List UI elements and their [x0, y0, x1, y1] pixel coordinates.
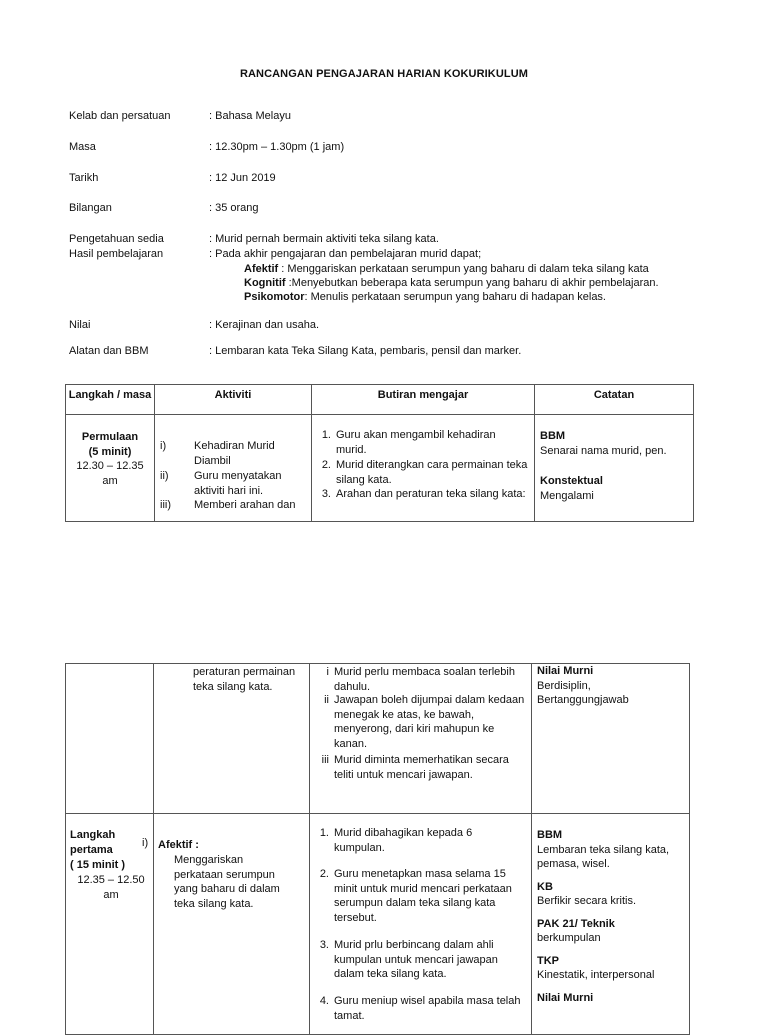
activity-heading: Afektif : — [158, 839, 199, 851]
step-number: ii — [324, 694, 329, 706]
step-number: 1. — [321, 429, 331, 441]
note-text: Senarai nama murid, pen. — [540, 444, 667, 457]
objective-label: Kognitif — [244, 277, 286, 289]
note-heading: Nilai Murni — [537, 665, 594, 677]
info-value: : Murid pernah bermain aktiviti teka silang kata. — [209, 233, 439, 245]
notes-cell — [535, 415, 694, 522]
steps-cell — [312, 415, 535, 522]
step-text: Murid prlu berbincang dalam ahli kumpulan untuk mencari jawapan dalam teka silang kata. — [334, 939, 498, 980]
info-value: : 12 Jun 2019 — [209, 172, 276, 184]
header-catatan: Catatan — [535, 385, 694, 415]
step-text: Murid perlu membaca soalan terlebih dahulu. — [334, 666, 515, 693]
header-langkah: Langkah / masa — [66, 385, 155, 415]
activity-cell — [154, 814, 310, 1035]
steps-cell — [310, 664, 532, 814]
info-value: : 35 orang — [209, 202, 259, 214]
stage-cell — [66, 415, 155, 522]
note-heading: Konstektual — [540, 475, 603, 487]
step-number: 1. — [319, 827, 329, 839]
steps-cell — [310, 814, 532, 1035]
objective-afektif — [244, 262, 649, 276]
objective-psikomotor — [244, 290, 606, 304]
note-text: berkumpulan — [537, 932, 601, 944]
activity-cell — [155, 415, 312, 522]
info-label: Alatan dan BBM — [69, 345, 149, 357]
note-heading: Nilai Murni — [537, 991, 594, 1004]
info-value: : Kerajinan dan usaha. — [209, 319, 320, 331]
activity-number: i) — [142, 837, 149, 849]
note-heading: KB — [537, 880, 553, 893]
objective-kognitif — [244, 276, 659, 290]
notes-cell — [532, 814, 690, 1035]
stage-cell — [66, 664, 154, 814]
document-title: RANCANGAN PENGAJARAN HARIAN KOKURIKULUM — [239, 68, 529, 80]
step-text: Guru akan mengambil kehadiran murid. — [336, 429, 496, 456]
table-row — [66, 814, 690, 1035]
activity-number: ii) — [160, 470, 169, 482]
step-number: 2. — [321, 459, 331, 471]
step-number: i — [326, 666, 329, 678]
activity-text: Guru menyatakan aktiviti hari ini. — [194, 470, 282, 497]
info-value: : Bahasa Melayu — [209, 110, 291, 122]
objective-text: : Menulis perkataan serumpun yang baharu di hadapan kelas. — [304, 291, 606, 303]
activity-number: iii) — [160, 499, 171, 511]
info-label: Hasil pembelajaran — [69, 248, 164, 260]
note-text: Berdisiplin, — [537, 679, 591, 692]
header-butiran: Butiran mengajar — [312, 385, 535, 415]
info-value: : Pada akhir pengajaran dan pembelajaran murid dapat; — [209, 248, 482, 260]
notes-cell — [532, 664, 690, 814]
info-label: Tarikh — [69, 172, 99, 184]
note-text: Berfikir secara kritis. — [537, 895, 637, 907]
table-header-row — [66, 385, 694, 415]
stage-duration: ( 15 minit ) — [70, 859, 126, 871]
stage-time: 12.30 – 12.35 am — [76, 460, 144, 487]
step-text: Guru meniup wisel apabila masa telah tamat. — [334, 995, 521, 1022]
info-label: Kelab dan persatuan — [69, 110, 171, 122]
info-value: : 12.30pm – 1.30pm (1 jam) — [209, 141, 345, 153]
step-text: Guru menetapkan masa selama 15 minit untuk murid mencari perkataan serumpun dalam teka silang kata tersebut. — [334, 868, 512, 924]
step-text: Murid dibahagikan kepada 6 kumpulan. — [334, 827, 473, 854]
objective-text: :Menyebutkan beberapa kata serumpun yang baharu di akhir pembelajaran. — [285, 277, 659, 289]
step-text: Arahan dan peraturan teka silang kata: — [336, 488, 526, 500]
note-heading: BBM — [537, 829, 563, 841]
activity-text: peraturan permainan teka silang kata. — [193, 666, 296, 693]
note-heading: PAK 21/ Teknik — [537, 917, 615, 930]
stage-duration: (5 minit) — [88, 445, 132, 458]
note-text: Lembaran teka silang kata, pemasa, wisel. — [537, 843, 670, 870]
info-label: Nilai — [69, 319, 91, 331]
activity-number: i) — [160, 440, 167, 452]
info-label: Pengetahuan sedia — [69, 233, 164, 245]
lesson-table-page1 — [65, 384, 694, 522]
table-row — [66, 415, 694, 522]
stage-cell — [66, 814, 154, 1035]
note-heading: BBM — [540, 430, 566, 442]
stage-title: Permulaan — [81, 431, 139, 443]
note-text: Mengalami — [540, 489, 594, 502]
stage-time: 12.35 – 12.50 am — [77, 874, 145, 901]
step-number: 4. — [319, 995, 329, 1007]
info-label: Bilangan — [69, 202, 112, 214]
lesson-table-page2 — [65, 663, 690, 1035]
info-label: Masa — [69, 141, 96, 153]
step-text: Murid diminta memerhatikan secara teliti untuk mencari jawapan. — [334, 754, 509, 781]
step-number: iii — [321, 754, 329, 766]
step-number: 2. — [319, 868, 329, 880]
objective-label: Psikomotor — [244, 291, 305, 303]
step-text: Jawapan boleh dijumpai dalam kedaan menegak ke atas, ke bawah, menyerong, dari kiri mahupun ke kanan. — [334, 694, 525, 750]
step-number: 3. — [319, 939, 329, 951]
step-number: 3. — [321, 488, 331, 500]
header-aktiviti: Aktiviti — [155, 385, 312, 415]
activity-cell — [154, 664, 310, 814]
activity-text: Kehadiran Murid Diambil — [194, 440, 275, 467]
objective-label: Afektif — [244, 263, 279, 275]
stage-title: Langkah pertama — [70, 829, 116, 856]
note-heading: TKP — [537, 954, 559, 967]
activity-text: Menggariskan perkataan serumpun yang baharu di dalam teka silang kata. — [174, 854, 280, 910]
step-text: Murid diterangkan cara permainan teka silang kata. — [336, 459, 528, 486]
table-row — [66, 664, 690, 814]
info-value: : Lembaran kata Teka Silang Kata, pembaris, pensil dan marker. — [209, 345, 522, 357]
note-text: Kinestatik, interpersonal — [537, 969, 655, 981]
note-text: Bertanggungjawab — [537, 694, 629, 706]
activity-text: Memberi arahan dan — [194, 499, 296, 511]
objective-text: : Menggariskan perkataan serumpun yang baharu di dalam teka silang kata — [278, 263, 649, 275]
